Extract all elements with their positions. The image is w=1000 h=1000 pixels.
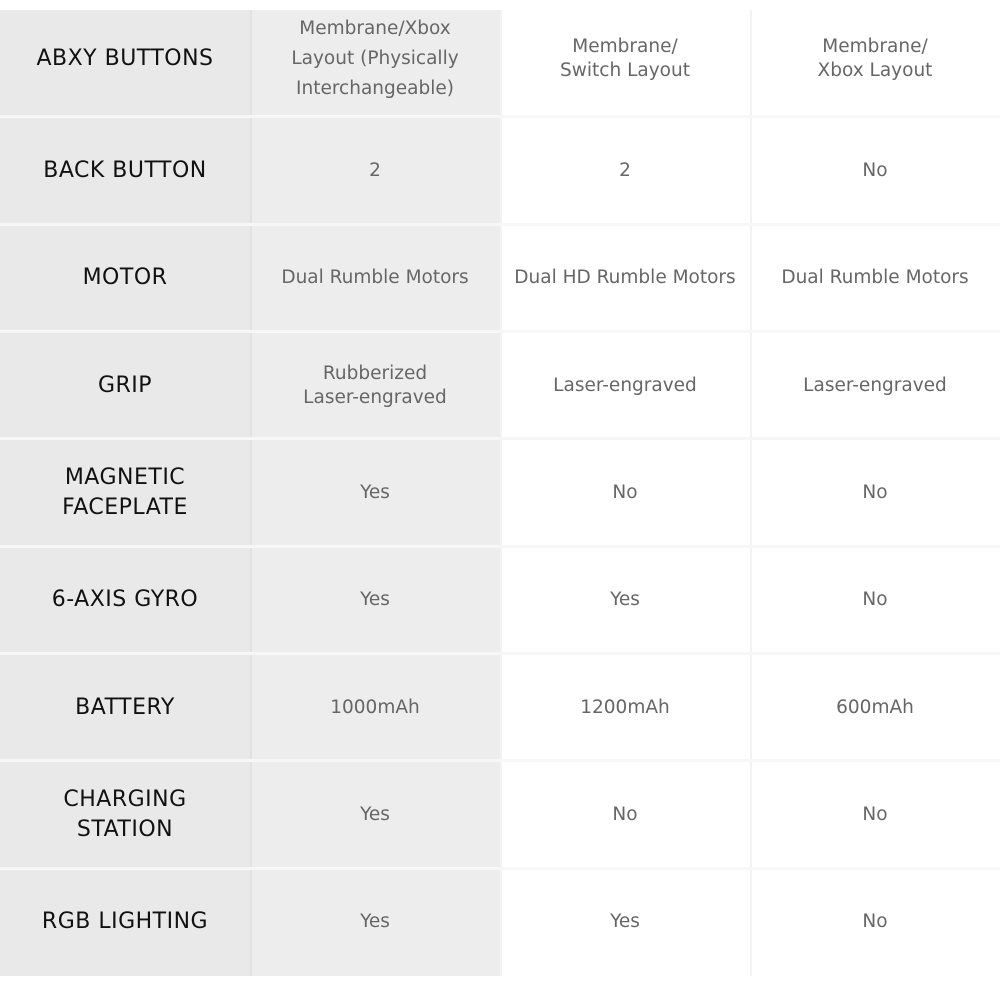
value-cell: Yes <box>250 439 500 546</box>
value-cell: No <box>750 869 1000 976</box>
table-row-back-button <box>0 117 1000 224</box>
value-cell: Rubberized Laser-engraved <box>250 332 500 439</box>
feature-label: BACK BUTTON <box>0 117 250 224</box>
value-cell: No <box>750 117 1000 224</box>
value-cell: Yes <box>250 547 500 654</box>
feature-label: 6-AXIS GYRO <box>0 547 250 654</box>
value-cell: 600mAh <box>750 654 1000 761</box>
table-row-rgb-lighting <box>0 869 1000 976</box>
value-cell: 1200mAh <box>500 654 750 761</box>
value-cell: Laser-engraved <box>750 332 1000 439</box>
value-cell: Laser-engraved <box>500 332 750 439</box>
value-cell: No <box>500 761 750 868</box>
value-cell: Dual Rumble Motors <box>250 225 500 332</box>
value-cell: Dual Rumble Motors <box>750 225 1000 332</box>
table-row-6-axis-gyro <box>0 547 1000 654</box>
table-row-battery <box>0 654 1000 761</box>
value-cell: No <box>750 761 1000 868</box>
comparison-table <box>0 10 1000 976</box>
value-cell: No <box>750 439 1000 546</box>
feature-label: RGB LIGHTING <box>0 869 250 976</box>
value-cell: Yes <box>500 547 750 654</box>
value-cell: Membrane/ Switch Layout <box>500 10 750 117</box>
value-cell: 1000mAh <box>250 654 500 761</box>
value-cell: Yes <box>250 761 500 868</box>
value-cell: No <box>750 547 1000 654</box>
feature-label: GRIP <box>0 332 250 439</box>
feature-label: MAGNETIC FACEPLATE <box>0 439 250 546</box>
feature-label: ABXY BUTTONS <box>0 10 250 117</box>
value-cell: Membrane/ Xbox Layout <box>750 10 1000 117</box>
value-cell: Yes <box>250 869 500 976</box>
feature-label: CHARGING STATION <box>0 761 250 868</box>
feature-label: BATTERY <box>0 654 250 761</box>
feature-label: MOTOR <box>0 225 250 332</box>
value-cell: Yes <box>500 869 750 976</box>
table-row-magnetic-faceplate <box>0 439 1000 546</box>
value-cell: 2 <box>250 117 500 224</box>
table-row-charging-station <box>0 761 1000 868</box>
value-cell: 2 <box>500 117 750 224</box>
table-row-motor <box>0 225 1000 332</box>
table-row-abxy-buttons <box>0 10 1000 117</box>
value-cell: Dual HD Rumble Motors <box>500 225 750 332</box>
value-cell: Membrane/Xbox Layout (Physically Interchangeable) <box>250 10 500 117</box>
value-cell: No <box>500 439 750 546</box>
table-row-grip <box>0 332 1000 439</box>
